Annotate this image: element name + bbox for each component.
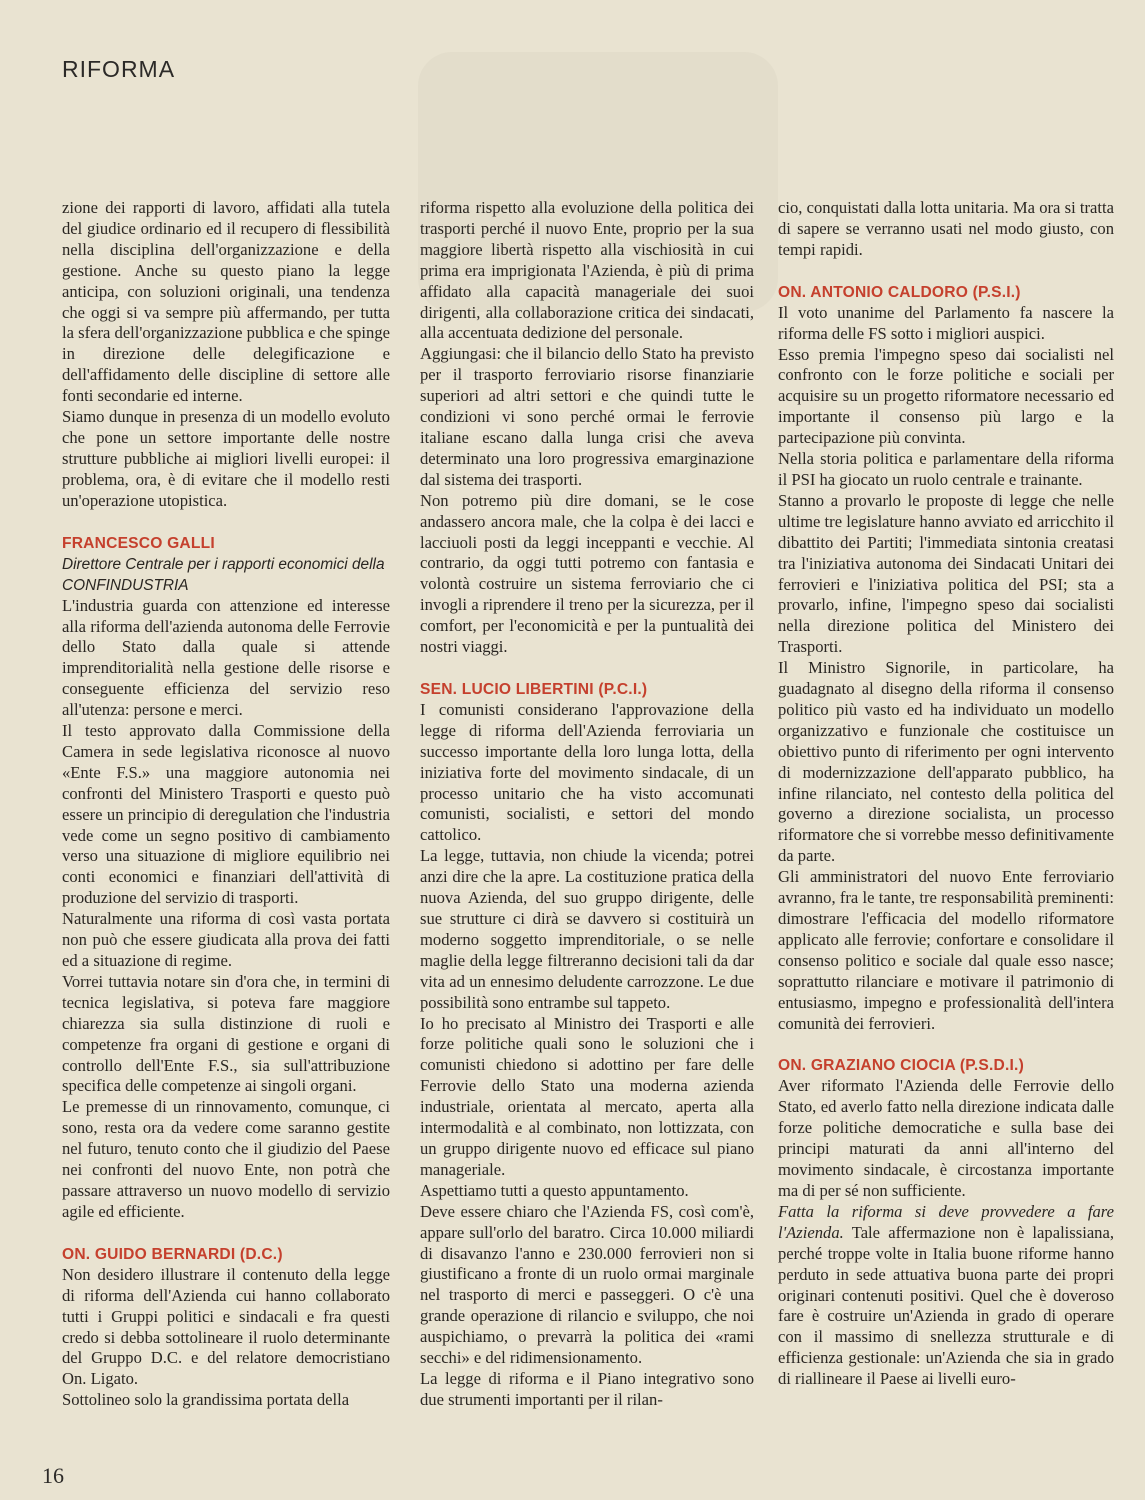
article-column-1: [62, 198, 390, 1411]
paragraph: Gli amministratori del nuovo Ente ferroviario avranno, fra le tante, tre responsabilità preminenti: dimostrare l'efficacia del modello riformatore applicato alle ferrovie; confortare e consolidare il consenso politico e sociale dal quale esso nasce; soprattutto rilanciare e motivare il patrimonio di entusiasmo, impegno e professionalità dell'intera comunità dei ferrovieri.: [778, 867, 1114, 1033]
paragraph: Aspettiamo tutti a questo appuntamento.: [420, 1180, 689, 1200]
paragraph: Io ho precisato al Ministro dei Trasporti e alle forze politiche quali sono le soluzioni che i comunisti chiedono si adottino per fare delle Ferrovie dello Stato una moderna azienda industriale, orientata al mercato, aperta alla intermodalità e al combinato, non lottizzata, con un gruppo dirigente nuovo ed efficace sul piano manageriale.: [420, 1013, 754, 1179]
paragraph: Aggiungasi: che il bilancio dello Stato ha previsto per il trasporto ferroviario risorse finanziarie superiori ad altri settori e che quindi tutte le condizioni vi sono perché ormai le ferrovie italiane escano dalla lunga crisi che aveva determinato una loro progressiva emarginazione dal sistema dei trasporti.: [420, 344, 754, 489]
speaker-heading-bernardi: ON. GUIDO BERNARDI (D.C.): [62, 1245, 283, 1263]
paragraph: La legge, tuttavia, non chiude la vicenda; potrei anzi dire che la apre. La costituzione pratica della nuova Azienda, del suo gruppo dirigente, delle sue strutture ci dirà se davvero si costituirà un moderno soggetto imprenditoriale, o se nelle maglie della legge filtreranno decisioni tali da dar vita ad un ennesimo deludente carrozzone. Le due possibilità sono entrambe sul tappeto.: [420, 846, 754, 1012]
paragraph: cio, conquistati dalla lotta unitaria. Ma ora si tratta di sapere se verranno usati nel modo giusto, con tempi rapidi.: [778, 198, 1114, 259]
paragraph: zione dei rapporti di lavoro, affidati alla tutela del giudice ordinario ed il recupero di flessibilità nella disciplina dell'organizzazione e della gestione. Anche su questo piano la legge anticipa, con soluzioni originali, una tendenza che oggi si va sempre più affermando, per tutta la sfera dell'organizzazione pubblica e che spinge in direzione delle delegificazione e dell'affidamento delle discipline di settore alle fonti secondarie ed interne.: [62, 198, 390, 406]
paragraph: Il voto unanime del Parlamento fa nascere la riforma delle FS sotto i migliori auspici.: [778, 302, 1114, 343]
paragraph: Aver riformato l'Azienda delle Ferrovie dello Stato, ed averlo fatto nella direzione indicata dalle forze politiche democratiche e sulla base dei principi maturati da anni all'interno del movimento sindacale, è circostanza importante ma di per sé non sufficiente.: [778, 1076, 1114, 1200]
paragraph: Siamo dunque in presenza di un modello evoluto che pone un settore importante delle nostre strutture pubbliche ai migliori livelli europei: il problema, ora, è di evitare che il modello resti un'operazione utopistica.: [62, 407, 390, 510]
article-column-2: [420, 198, 754, 1411]
paragraph: Il testo approvato dalla Commissione della Camera in sede legislativa riconosce al nuovo «Ente F.S.» una maggiore autonomia nei confronti del Ministero Trasporti e questo può essere un principio di deregulation che l'industria vede come un segno positivo di cambiamento verso una situazione di migliore equilibrio nei conti economici e finanziari dell'attività di produzione del servizio di trasporti.: [62, 721, 390, 908]
paragraph: Sottolineo solo la grandissima portata della: [62, 1390, 350, 1410]
paragraph: Naturalmente una riforma di così vasta portata non può che essere giudicata alla prova dei fatti ed a situazione di regime.: [62, 909, 390, 970]
italic-phrase: Fatta la riforma si deve provvedere a fare l'Azienda.: [778, 1201, 1114, 1242]
speaker-role-galli: Direttore Centrale per i rapporti economici della CONFINDUSTRIA: [62, 555, 385, 594]
paragraph: Deve essere chiaro che l'Azienda FS, così com'è, appare sull'orlo del baratro. Circa 10.000 miliardi di disavanzo l'anno e 230.000 ferrovieri non si giustificano a fronte di un ruolo ormai marginale nel trasporto di merci e passeggeri. O c'è una grande operazione di rilancio e sviluppo, che noi auspichiamo, o prevarrà la politica dei «rami secchi» e del ridimensionamento.: [420, 1201, 754, 1368]
paragraph: Non desidero illustrare il contenuto della legge di riforma dell'Azienda cui hanno collaborato tutti i Gruppi politici e sindacali e fra questi credo si debba sottolineare il ruolo determinante del Gruppo D.C. e del relatore democristiano On. Ligato.: [62, 1264, 390, 1389]
paragraph: [778, 1202, 1114, 1390]
page-number: 16: [42, 1463, 64, 1488]
paragraph-text: Tale affermazione non è lapalissiana, perché troppe volte in Italia buone riforme hanno perduto in sede attuativa buona parte dei propri originari contenuti positivi. Quel che è doveroso fare è costruire un'Azienda in grado di operare con il massimo di snellezza strutturale e di efficienza gestionale: un'Azienda che sia in grado di riallineare il Paese ai livelli euro-: [778, 1222, 1114, 1389]
paragraph: Stanno a provarlo le proposte di legge che nelle ultime tre legislature hanno avviato ed arricchito il dibattito dei Partiti; l'immediata sintonia creatasi tra l'iniziativa autonoma dei Sindacati Unitari dei ferrovieri e l'iniziativa politica del PSI; sta a provarlo, infine, l'impegno speso dai socialisti nella direzione politica del Ministero dei Trasporti.: [778, 490, 1114, 657]
paragraph: Le premesse di un rinnovamento, comunque, ci sono, resta ora da vedere come saranno gestite nel futuro, tenuto conto che il giudizio del Paese nei confronti del nuovo Ente, non potrà che passare attraverso un nuovo modello di servizio agile ed efficiente.: [62, 1097, 390, 1221]
speaker-heading-galli: FRANCESCO GALLI: [62, 534, 215, 552]
paragraph: Vorrei tuttavia notare sin d'ora che, in termini di tecnica legislativa, si poteva fare maggiore chiarezza sia sulla distinzione di ruoli e competenze fra organi di gestione e organi di controllo dell'Ente F.S., sia sull'attribuzione specifica delle competenze ai singoli organi.: [62, 971, 390, 1096]
section-header: RIFORMA: [62, 56, 176, 82]
paragraph: L'industria guarda con attenzione ed interesse alla riforma dell'azienda autonoma delle Ferrovie dello Stato dalla quale si attende imprenditorialità nella gestione delle risorse e conseguente efficienza del servizio reso all'utenza: persone e merci.: [62, 595, 390, 720]
paragraph: Non potremo più dire domani, se le cose andassero ancora male, che la colpa è dei lacci e lacciuoli posti da leggi inceppanti e vecchie. Al contrario, da oggi tutti potremo con fantasia e volontà costruire un sistema ferroviario che ci invogli a riprendere il treno per la sicurezza, per il comfort, per l'economicità e per la puntualità dei nostri viaggi.: [420, 490, 754, 657]
article-column-3: [778, 198, 1114, 1390]
paragraph: Esso premia l'impegno speso dai socialisti nel confronto con le forze politiche e sociali per acquisire su un progetto riformatore necessario ed importante il consenso più largo e la partecipazione più convinta.: [778, 344, 1114, 448]
paragraph: La legge di riforma e il Piano integrativo sono due strumenti importanti per il rilan-: [420, 1368, 754, 1409]
speaker-heading-ciocia: ON. GRAZIANO CIOCIA (P.S.D.I.): [778, 1057, 1024, 1075]
paragraph: I comunisti considerano l'approvazione della legge di riforma dell'Azienda ferroviaria un successo importante della loro lunga lotta, della iniziativa forte del movimento sindacale, di un processo unitario che ha visto accomunati comunisti, socialisti, e settori del mondo cattolico.: [420, 699, 754, 845]
speaker-heading-libertini: SEN. LUCIO LIBERTINI (P.C.I.): [420, 680, 648, 698]
speaker-heading-caldoro: ON. ANTONIO CALDORO (P.S.I.): [778, 283, 1021, 301]
paragraph: riforma rispetto alla evoluzione della politica dei trasporti perché il nuovo Ente, proprio per la sua maggiore libertà rispetto alla vischiosità in cui prima era imprigionata l'Azienda, è più di prima affidato alla capacità manageriale dei suoi dirigenti, alla collaborazione critica dei sindacati, alla accentuata dedizione del personale.: [420, 198, 754, 343]
paragraph: Nella storia politica e parlamentare della riforma il PSI ha giocato un ruolo centrale e trainante.: [778, 449, 1114, 489]
paragraph: Il Ministro Signorile, in particolare, ha guadagnato al disegno della riforma il consenso politico più vasto ed ha individuato un modello organizzativo e funzionale che costituisce un obiettivo punto di riferimento per ogni intervento di modernizzazione dell'apparato pubblico, ha infine rilanciato, nel contesto della politica del governo a direzione socialista, un processo riformatore che si vorrebbe messo definitivamente da parte.: [778, 658, 1114, 866]
